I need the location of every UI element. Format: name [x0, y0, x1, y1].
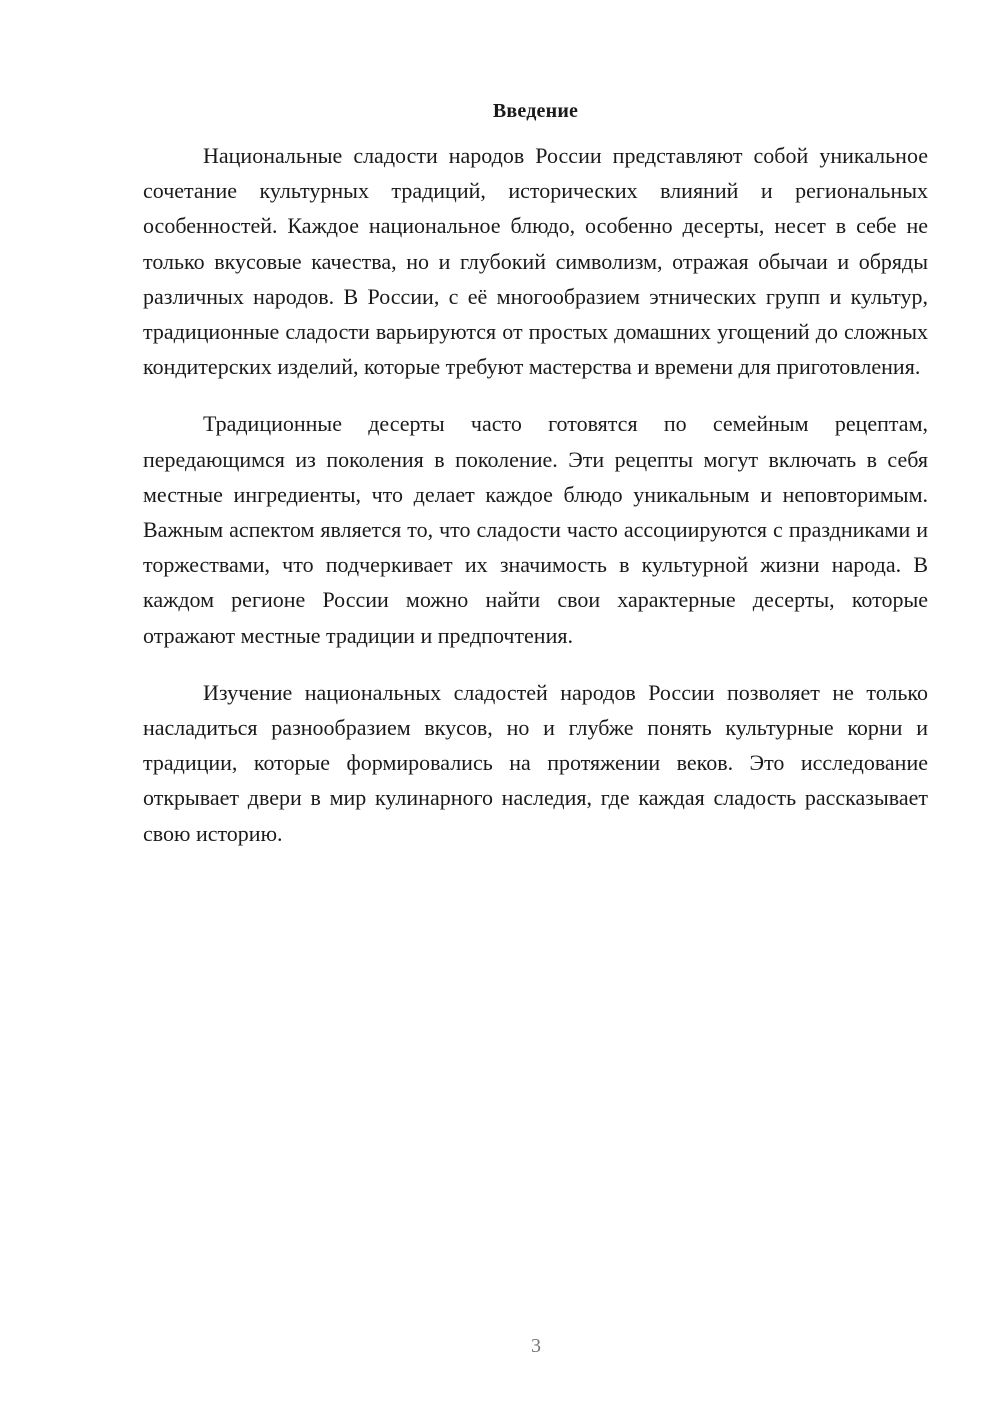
paragraph-1: Национальные сладости народов России представляют собой уникальное сочетание культурных традиций, исторических влияний и региональных особенностей. Каждое национальное блюдо, особенно десерты, несет в себе не только вкусовые качества, но и глубокий символизм, отражая обычаи и обряды различных народов. В России, с её многообразием этнических групп и культур, традиционные сладости варьируются от простых домашних угощений до сложных кондитерских изделий, которые требуют мастерства и времени для приготовления.	[143, 143, 928, 380]
paragraph-2: Традиционные десерты часто готовятся по семейным рецептам, передающимся из поколения в поколение. Эти рецепты могут включать в себя местные ингредиенты, что делает каждое блюдо уникальным и неповторимым. Важным аспектом является то, что сладости часто ассоциируются с праздниками и торжествами, что подчеркивает их значимость в культурной жизни народа. В каждом регионе России можно найти свои характерные десерты, которые отражают местные традиции и предпочтения.	[143, 411, 928, 648]
page-number: 3	[531, 1335, 541, 1357]
paragraph-3: Изучение национальных сладостей народов России позволяет не только насладиться разнообразием вкусов, но и глубже понять культурные корни и традиции, которые формировались на протяжении веков. Это исследование открывает двери в мир кулинарного наследия, где каждая сладость рассказывает свою историю.	[143, 679, 928, 846]
section-title: Введение	[492, 100, 579, 122]
page-content	[143, 96, 928, 873]
